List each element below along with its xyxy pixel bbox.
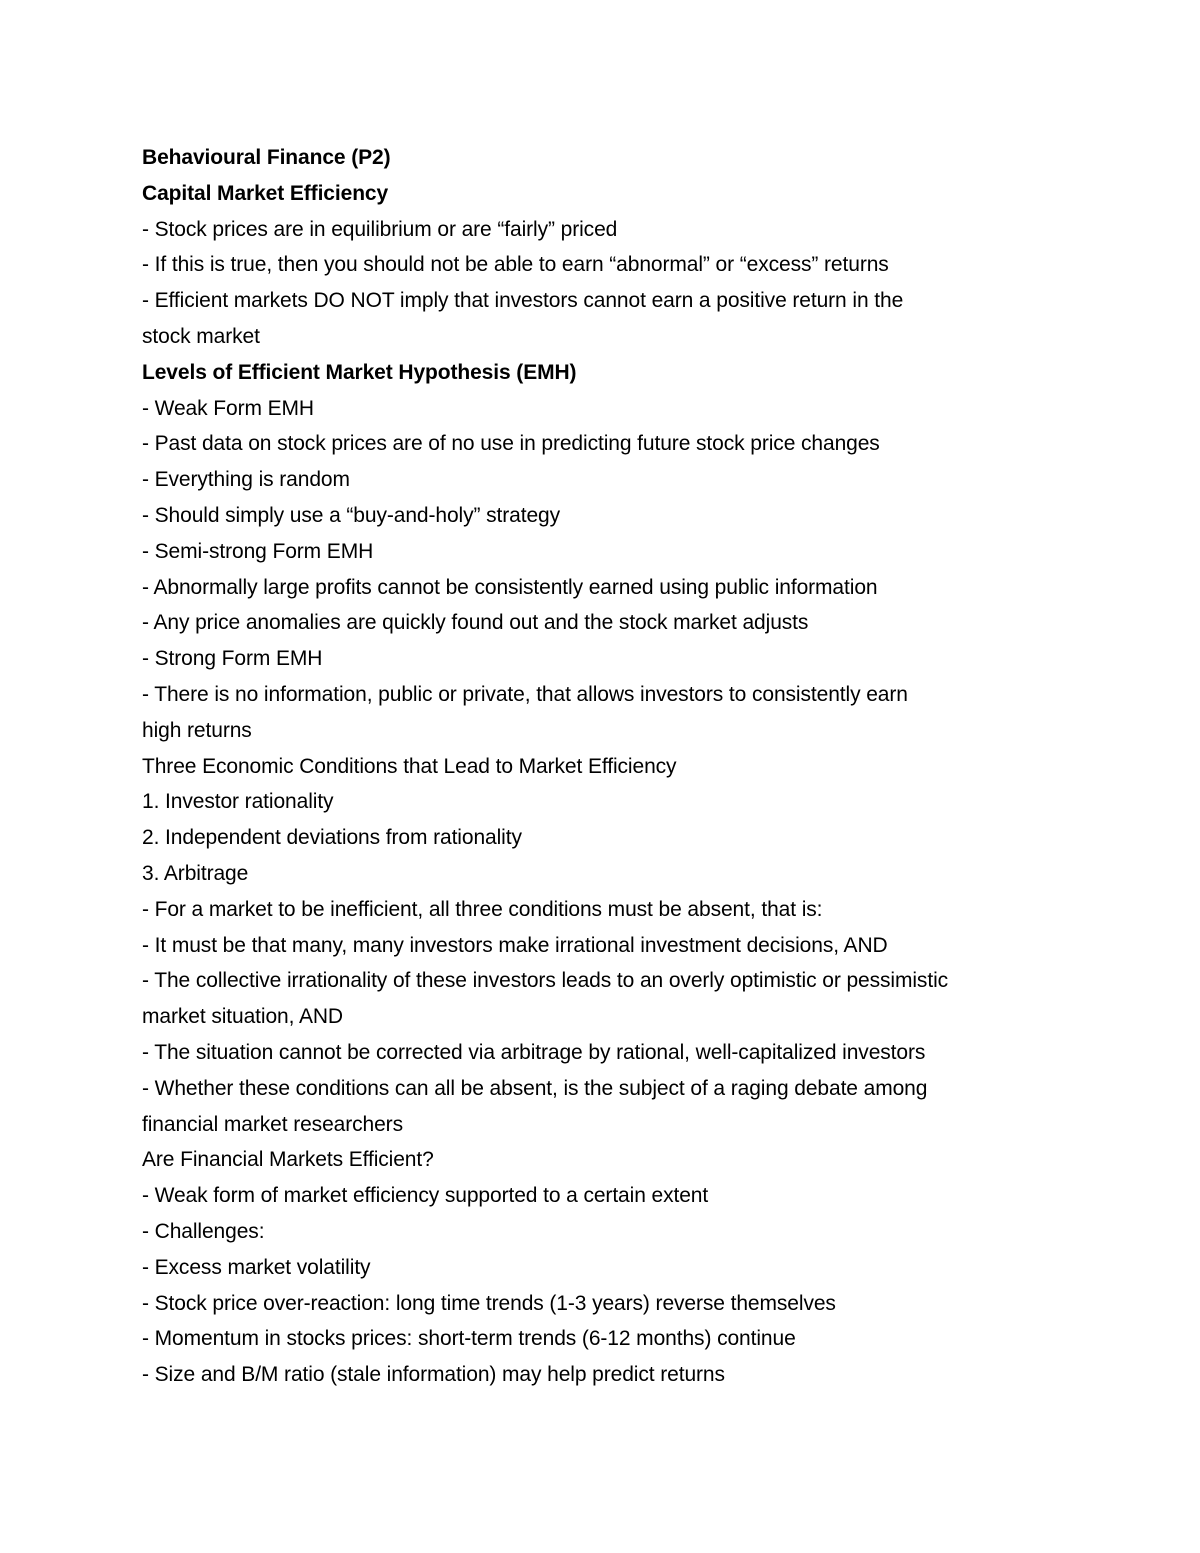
text-line: - Challenges: (142, 1219, 265, 1243)
text-line: - Strong Form EMH (142, 647, 323, 671)
text-line: 2. Independent deviations from rationality (142, 826, 522, 850)
text-line: - There is no information, public or private, that allows investors to consistently earn (142, 682, 908, 706)
heading-line: Behavioural Finance (P2) (142, 146, 391, 169)
text-line: - Abnormally large profits cannot be consistently earned using public information (142, 575, 878, 599)
text-line: - Excess market volatility (142, 1255, 371, 1279)
text-line: - Stock prices are in equilibrium or are “fairly” priced (142, 217, 618, 241)
text-line: stock market (142, 324, 260, 348)
text-line: high returns (142, 718, 252, 742)
text-line: - If this is true, then you should not be able to earn “abnormal” or “excess” returns (142, 253, 889, 277)
text-line: - Whether these conditions can all be absent, is the subject of a raging debate among (142, 1076, 928, 1100)
text-line: - Should simply use a “buy-and-holy” strategy (142, 503, 561, 527)
text-line: 3. Arbitrage (142, 861, 249, 885)
text-line: financial market researchers (142, 1112, 403, 1136)
text-line: - Size and B/M ratio (stale information) may help predict returns (142, 1363, 725, 1387)
text-line: - Momentum in stocks prices: short-term trends (6-12 months) continue (142, 1327, 796, 1351)
text-line: Are Financial Markets Efficient? (142, 1148, 434, 1172)
text-line: - Semi-strong Form EMH (142, 539, 374, 563)
text-line: - Past data on stock prices are of no use in predicting future stock price changes (142, 432, 880, 456)
text-line: - Any price anomalies are quickly found out and the stock market adjusts (142, 611, 809, 635)
text-line: - Everything is random (142, 468, 350, 492)
text-line: 1. Investor rationality (142, 790, 334, 814)
heading-line: Levels of Efficient Market Hypothesis (EMH) (142, 360, 577, 384)
text-line: - For a market to be inefficient, all three conditions must be absent, that is: (142, 897, 823, 921)
text-line: - The situation cannot be corrected via arbitrage by rational, well-capitalized investors (142, 1040, 926, 1064)
heading-line: Capital Market Efficiency (142, 181, 389, 205)
text-line: - Weak form of market efficiency supported to a certain extent (142, 1184, 709, 1208)
text-line: - It must be that many, many investors make irrational investment decisions, AND (142, 933, 888, 957)
text-line: - Efficient markets DO NOT imply that investors cannot earn a positive return in the (142, 289, 904, 313)
document-body (142, 140, 1072, 1393)
text-line: - Weak Form EMH (142, 396, 314, 420)
text-line: - Stock price over-reaction: long time trends (1-3 years) reverse themselves (142, 1291, 836, 1315)
text-line: market situation, AND (142, 1005, 343, 1029)
text-line: Three Economic Conditions that Lead to Market Efficiency (142, 754, 677, 778)
text-line: - The collective irrationality of these investors leads to an overly optimistic or pessimistic (142, 969, 949, 993)
